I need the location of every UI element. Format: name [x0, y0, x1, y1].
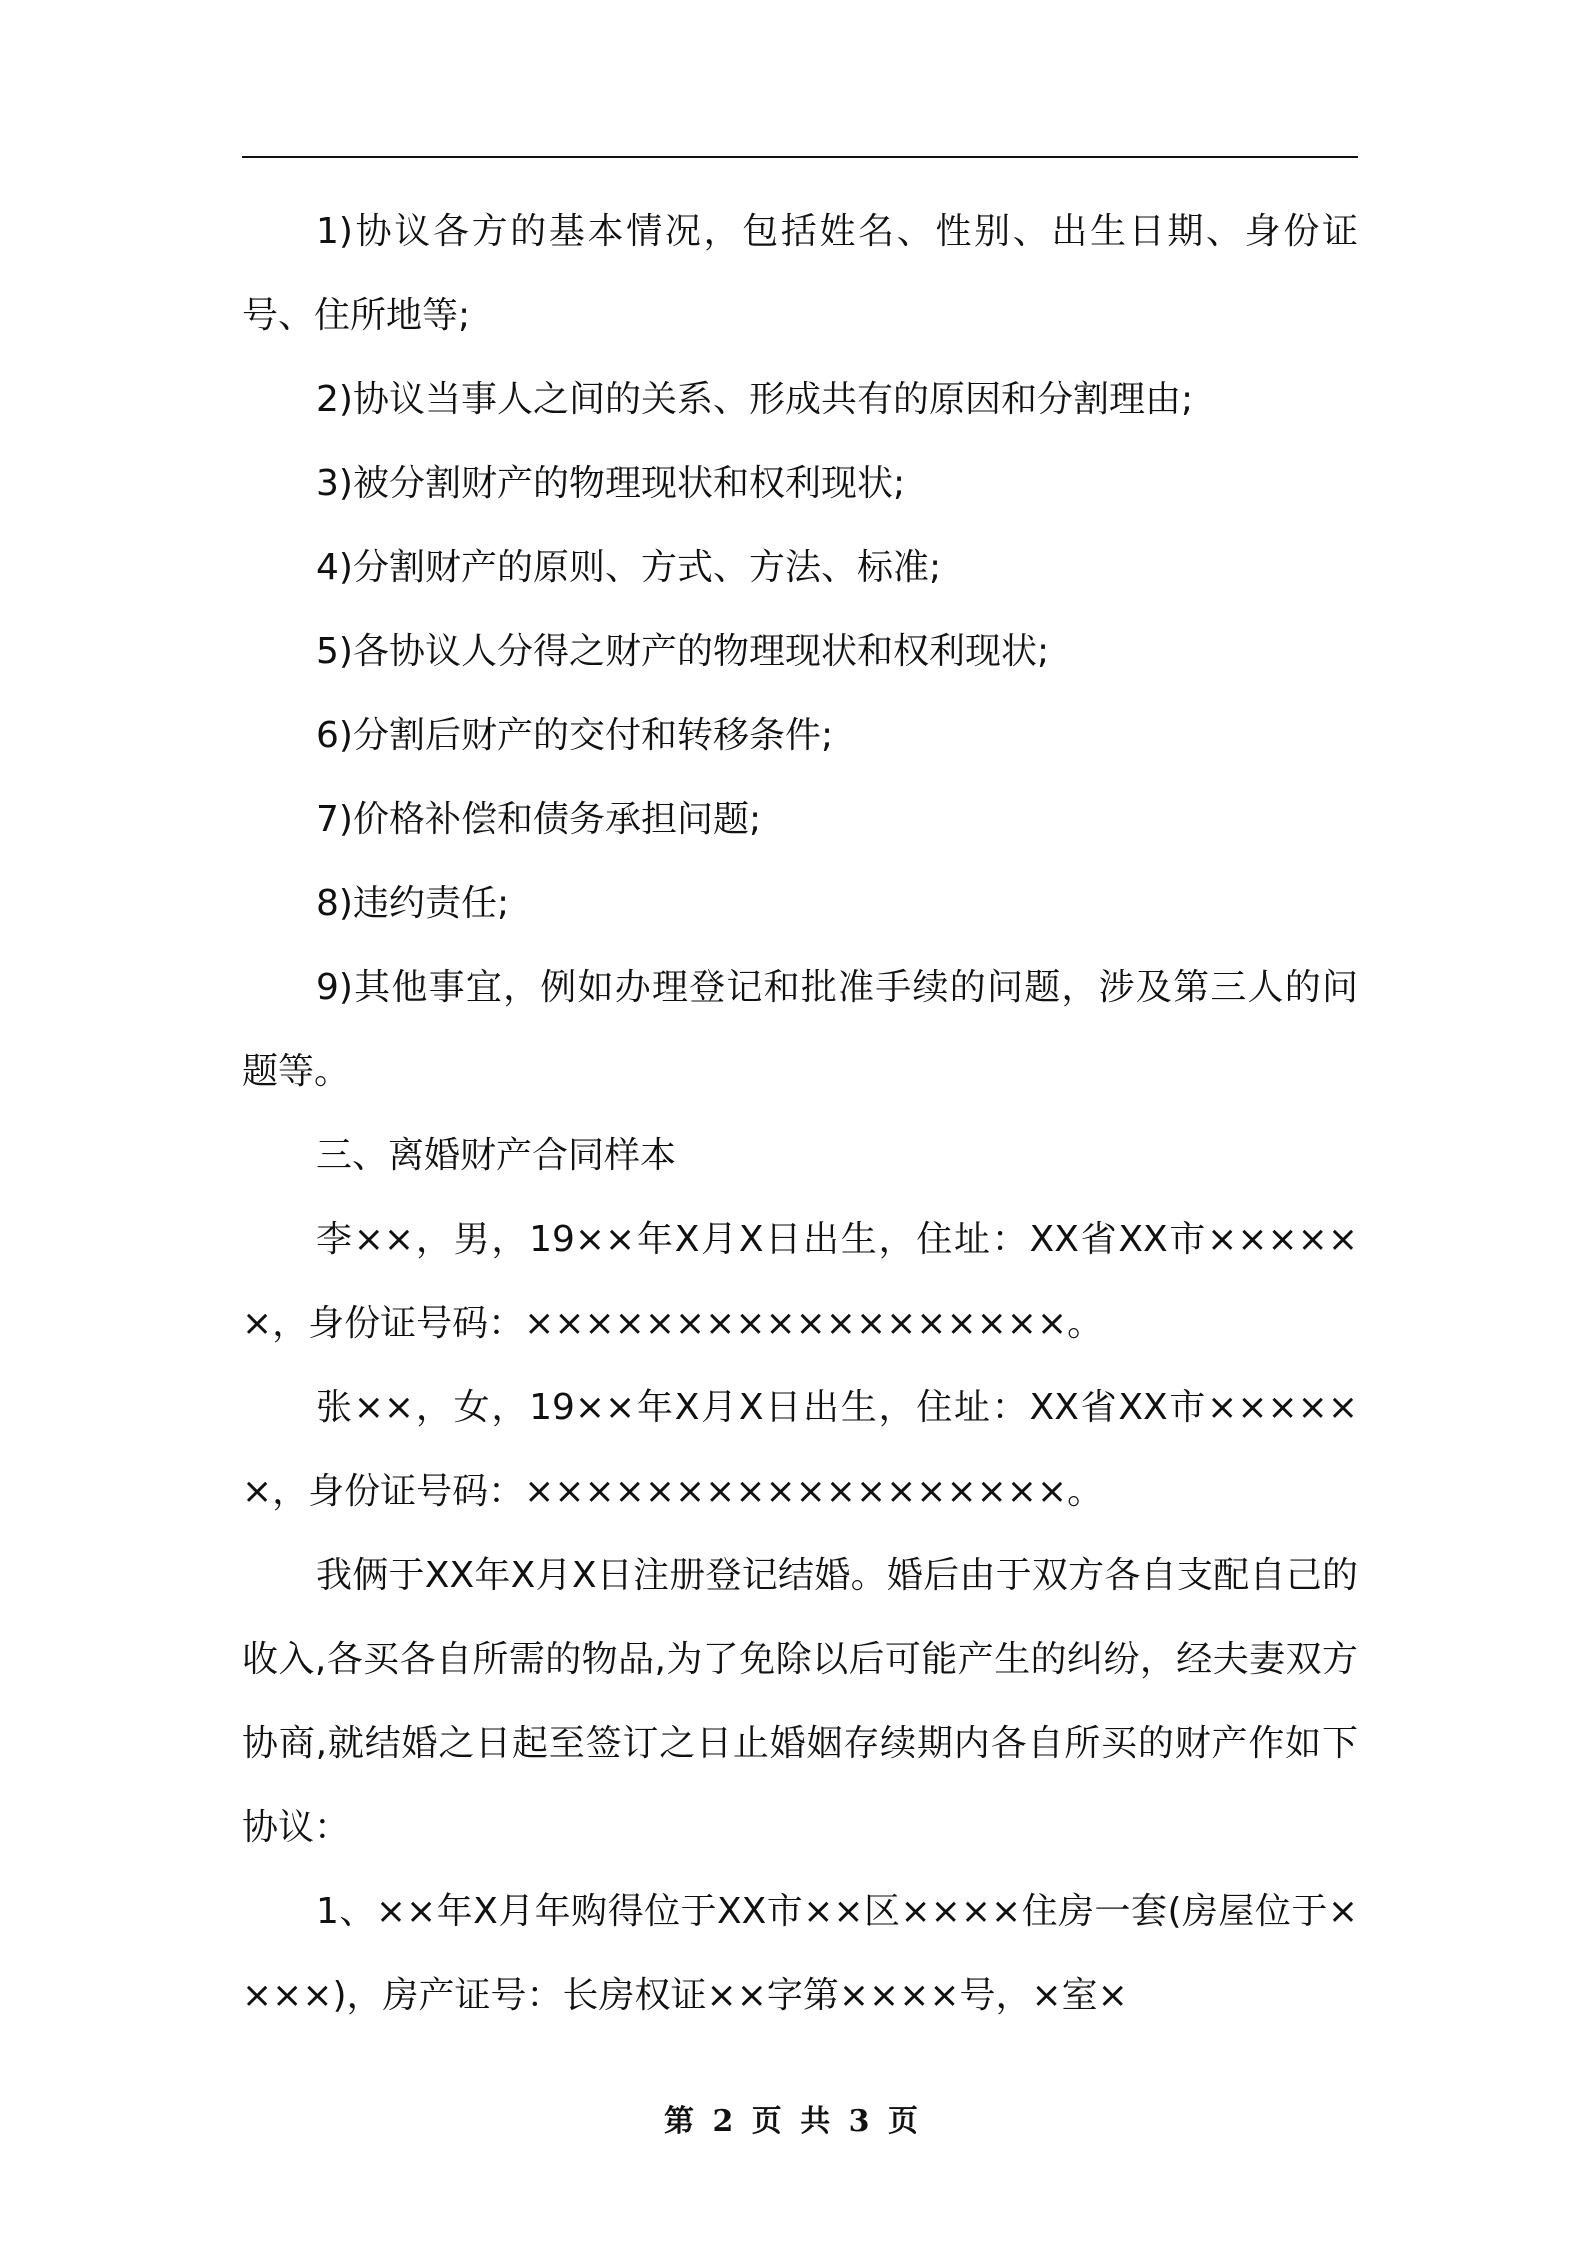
paragraph: 9)其他事宜，例如办理登记和批准手续的问题，涉及第三人的问题等。: [242, 967, 1358, 1092]
paragraph: 6)分割后财产的交付和转移条件;: [316, 715, 834, 756]
paragraph: 1)协议各方的基本情况，包括姓名、性别、出生日期、身份证号、住所地等;: [242, 211, 1358, 336]
header-rule: [242, 156, 1358, 158]
paragraph: 我俩于XX年X月X日注册登记结婚。婚后由于双方各自支配自己的收入,各买各自所需的物品,为了免除以后可能产生的纠纷，经夫妻双方协商,就结婚之日起至签订之日止婚姻存续期内各自所买的财产作如下协议：: [242, 1555, 1358, 1848]
document-body: [242, 190, 1358, 2038]
paragraph: 4)分割财产的原则、方式、方法、标准;: [316, 547, 942, 588]
paragraph: 2)协议当事人之间的关系、形成共有的原因和分割理由;: [316, 379, 1194, 420]
paragraph: 8)违约责任;: [316, 883, 510, 924]
paragraph: 李××，男，19××年X月X日出生，住址：XX省XX市××××××，身份证号码：××××××××××××××××××。: [242, 1219, 1358, 1344]
paragraph: 7)价格补偿和债务承担问题;: [316, 799, 762, 840]
paragraph: 5)各协议人分得之财产的物理现状和权利现状;: [316, 631, 1050, 672]
paragraph: 张××，女，19××年X月X日出生，住址：XX省XX市××××××，身份证号码：××××××××××××××××××。: [242, 1387, 1358, 1512]
page-footer: 第 2 页 共 3 页: [664, 2104, 922, 2139]
paragraph: 3)被分割财产的物理现状和权利现状;: [316, 463, 906, 504]
section-heading: 三、离婚财产合同样本: [316, 1135, 677, 1176]
paragraph: 1、××年X月年购得位于XX市××区××××住房一套(房屋位于××××)，房产证号：长房权证××字第××××号，×室×: [242, 1891, 1358, 2016]
